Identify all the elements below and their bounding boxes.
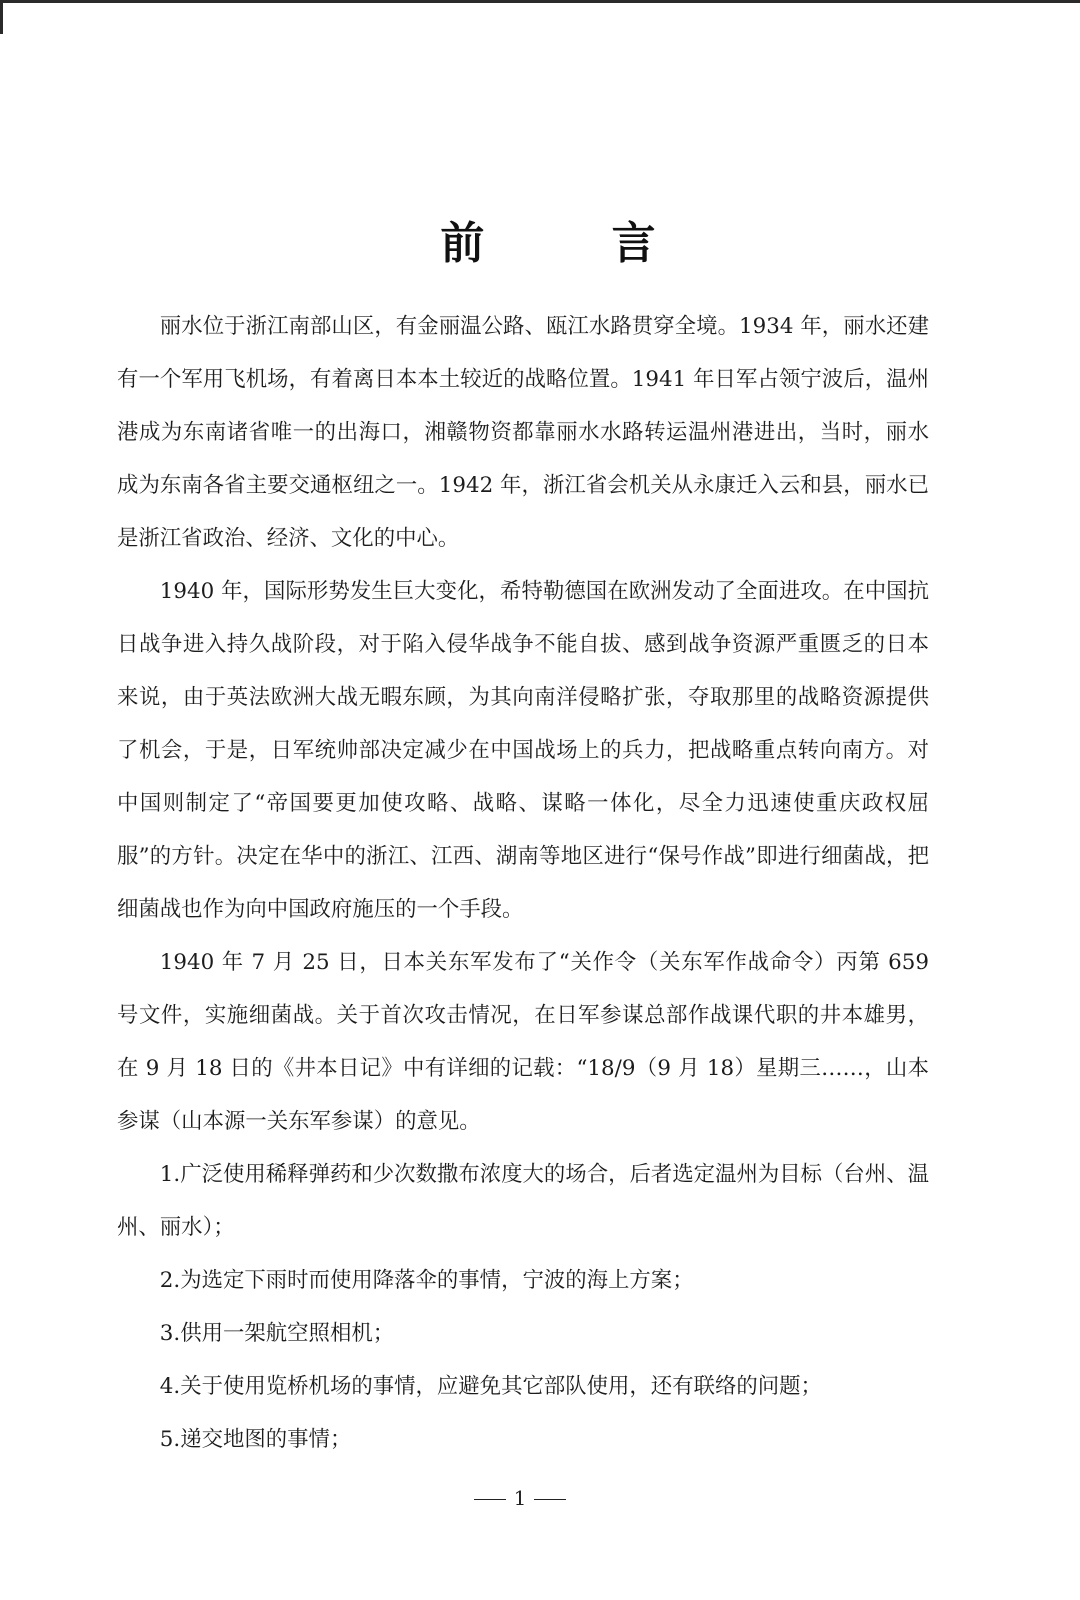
- page-number: 1: [513, 1486, 527, 1510]
- scan-edge-left: [0, 0, 3, 34]
- page-footer: [0, 1486, 1040, 1510]
- paragraph-intro: 丽水位于浙江南部山区，有金丽温公路、瓯江水路贯穿全境。1934 年，丽水还建有一个军用飞机场，有着离日本本土较近的战略位置。1941 年日军占领宁波后，温州港成为东南诸省唯一的出海口，湘赣物资都靠丽水水路转运温州港进出，当时，丽水成为东南各省主要交通枢纽之一。1942 年，浙江省会机关从永康迁入云和县，丽水已是浙江省政治、经济、文化的中心。: [117, 314, 929, 551]
- list-item: 1.广泛使用稀释弹药和少次数撒布浓度大的场合，后者选定温州为目标（台州、温州、丽水）；: [117, 1162, 929, 1240]
- document-body: [117, 300, 929, 1466]
- list-item: 5.递交地图的事情；: [159, 1427, 352, 1452]
- paragraph-1940-situation: 1940 年，国际形势发生巨大变化，希特勒德国在欧洲发动了全面进攻。在中国抗日战争进入持久战阶段，对于陷入侵华战争不能自拔、感到战争资源严重匮乏的日本来说，由于英法欧洲大战无暇东顾，为其向南洋侵略扩张，夺取那里的战略资源提供了机会，于是，日军统帅部决定减少在中国战场上的兵力，把战略重点转向南方。对中国则制定了“帝国要更加使攻略、战略、谋略一体化，尽全力迅速使重庆政权屈服”的方针。决定在华中的浙江、江西、湖南等地区进行“保号作战”即进行细菌战，把细菌战也作为向中国政府施压的一个手段。: [117, 579, 929, 922]
- page-number-dash-right: [534, 1499, 566, 1500]
- list-item: 4.关于使用览桥机场的事情，应避免其它部队使用，还有联络的问题；: [159, 1374, 822, 1399]
- page-number-dash-left: [474, 1499, 506, 1500]
- list-item: 2.为选定下雨时而使用降落伞的事情，宁波的海上方案；: [159, 1268, 694, 1293]
- paragraph-guan-zuo-ling: 1940 年 7 月 25 日，日本关东军发布了“关作令（关东军作战命令）丙第 659 号文件，实施细菌战。关于首次攻击情况，在日军参谋总部作战课代职的井本雄男，在 9 月 18 日的《井本日记》中有详细的记载：“18/9（9 月 18）星期三……，山本参谋（山本源一关东军参谋）的意见。: [117, 950, 929, 1134]
- page-title: 前 言: [440, 218, 712, 269]
- list-item: 3.供用一架航空照相机；: [159, 1321, 395, 1346]
- scan-edge-top: [0, 0, 1080, 3]
